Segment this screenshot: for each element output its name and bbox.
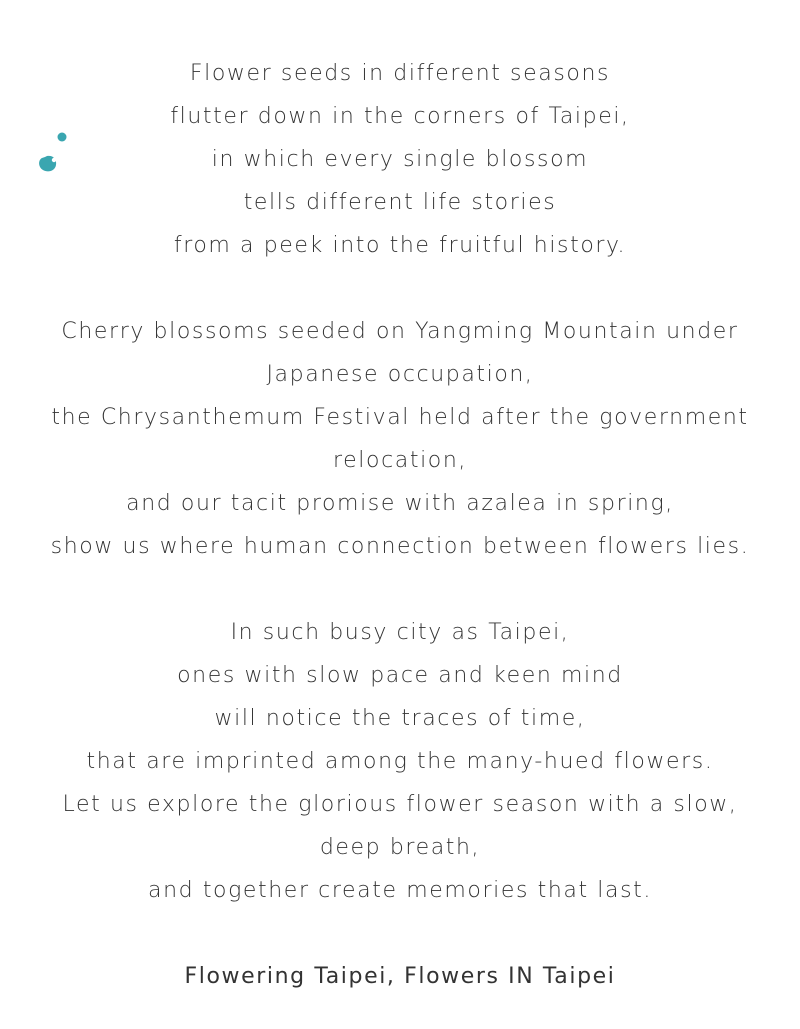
poem-line: tells different life stories bbox=[243, 190, 557, 215]
poem-line: deep breath, bbox=[319, 835, 481, 860]
stanza-1 bbox=[0, 52, 800, 267]
poem-line: show us where human connection between flowers lies. bbox=[50, 534, 750, 559]
poem bbox=[0, 52, 800, 998]
poem-line: Let us explore the glorious flower season with a slow, bbox=[62, 792, 738, 817]
poem-line: Japanese occupation, bbox=[266, 362, 534, 387]
poem-line: and our tacit promise with azalea in spring, bbox=[126, 491, 674, 516]
poem-line: will notice the traces of time, bbox=[214, 706, 586, 731]
poem-line: Flower seeds in different seasons bbox=[189, 61, 611, 86]
poem-line: the Chrysanthemum Festival held after the government bbox=[51, 405, 749, 430]
poem-line: Cherry blossoms seeded on Yangming Mountain under bbox=[61, 319, 739, 344]
poem-line: flutter down in the corners of Taipei, bbox=[170, 104, 630, 129]
poem-line: relocation, bbox=[333, 448, 467, 473]
stanza-2 bbox=[0, 310, 800, 568]
signoff-tagline: Flowering Taipei, Flowers IN Taipei bbox=[184, 964, 616, 989]
poem-line: from a peek into the fruitful history. bbox=[173, 233, 627, 258]
stanza-3 bbox=[0, 611, 800, 912]
poem-line: and together create memories that last. bbox=[148, 878, 652, 903]
poem-line: ones with slow pace and keen mind bbox=[177, 663, 623, 688]
poem-line: In such busy city as Taipei, bbox=[230, 620, 570, 645]
poem-line: that are imprinted among the many-hued flowers. bbox=[86, 749, 714, 774]
poem-line: in which every single blossom bbox=[211, 147, 589, 172]
